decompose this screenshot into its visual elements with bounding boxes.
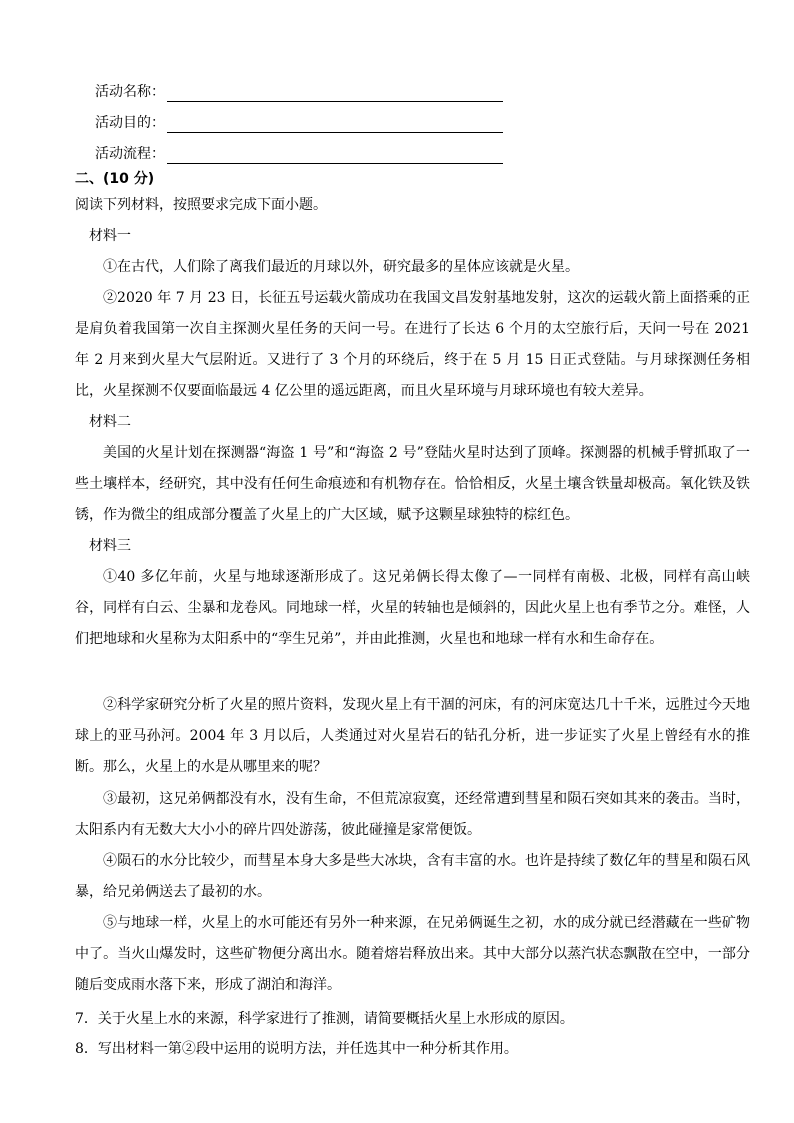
activity-name-line — [95, 82, 503, 102]
activity-purpose-label: 活动目的： — [95, 115, 165, 131]
activity-name-label: 活动名称： — [95, 84, 165, 100]
activity-purpose-blank[interactable] — [167, 117, 503, 133]
material3-paragraph-1: ①40 多亿年前，火星与地球逐渐形成了。这兄弟俩长得太像了—一同样有南极、北极，同样有高山峡谷，同样有白云、尘暴和龙卷风。同地球一样，火星的转轴也是倾斜的，因此火星上也有季节之分。难怪，人们把地球和火星称为太阳系中的“孪生兄弟”，并由此推测，火星也和地球一样有水和生命存在。 — [75, 569, 750, 647]
material1-label: 材料一 — [89, 228, 131, 244]
material3-label: 材料三 — [89, 538, 131, 554]
material2-label: 材料二 — [89, 414, 131, 430]
material3-paragraph-2: ②科学家研究分析了火星的照片资料，发现火星上有干涸的河床，有的河床宽达几十千米，远胜过今天地球上的亚马孙河。2004 年 3 月以后，人类通过对火星岩石的钻孔分析，进一步证实了火星上曾经有水的推断。那么，火星上的水是从哪里来的呢？ — [75, 697, 750, 775]
material1-paragraph-2: ②2020 年 7 月 23 日，长征五号运载火箭成功在我国文昌发射基地发射，这次的运载火箭上面搭乘的正是肩负着我国第一次自主探测火星任务的天问一号。在进行了长达 6 个月的太空旅行后，天问一号在 2021 年 2 月来到火星大气层附近。又进行了 3 个月的环绕后，终于在 5 月 15 日正式登陆。与月球探测任务相比，火星探测不仅要面临最远 4 亿公里的遥远距离，而且火星环境与月球环境也有较大差异。 — [75, 290, 750, 399]
material3-paragraph-4: ④陨石的水分比较少，而彗星本身大多是些大冰块，含有丰富的水。也许是持续了数亿年的彗星和陨石风暴，给兄弟俩送去了最初的水。 — [75, 853, 750, 900]
section-heading: 二、(10 分) — [75, 171, 155, 187]
section-instruction: 阅读下列材料，按照要求完成下面小题。 — [75, 197, 327, 213]
activity-name-blank[interactable] — [167, 86, 503, 102]
activity-process-line — [95, 144, 503, 164]
question-8: 8．写出材料一第②段中运用的说明方法，并任选其中一种分析其作用。 — [75, 1041, 518, 1057]
material3-paragraph-3: ③最初，这兄弟俩都没有水，没有生命，不但荒凉寂寞，还经常遭到彗星和陨石突如其来的袭击。当时，太阳系内有无数大大小小的碎片四处游荡，彼此碰撞是家常便饭。 — [75, 791, 750, 838]
activity-purpose-line — [95, 113, 503, 133]
activity-process-blank[interactable] — [167, 148, 503, 164]
material2-paragraph-1: 美国的火星计划在探测器“海盗 1 号”和“海盗 2 号”登陆火星时达到了顶峰。探测器的机械手臂抓取了一些土壤样本，经研究，其中没有任何生命痕迹和有机物存在。恰恰相反，火星土壤含铁量却极高。氧化铁及铁锈，作为微尘的组成部分覆盖了火星上的广大区域，赋予这颗星球独特的棕红色。 — [75, 445, 750, 523]
material3-paragraph-5: ⑤与地球一样，火星上的水可能还有另外一种来源，在兄弟俩诞生之初，水的成分就已经潜藏在一些矿物中了。当火山爆发时，这些矿物便分离出水。随着熔岩释放出来。其中大部分以蒸汽状态飘散在空中，一部分随后变成雨水落下来，形成了湖泊和海洋。 — [75, 915, 750, 993]
activity-process-label: 活动流程： — [95, 146, 165, 162]
question-7: 7．关于火星上水的来源，科学家进行了推测，请简要概括火星上水形成的原因。 — [75, 1011, 574, 1027]
material1-paragraph-1: ①在古代，人们除了离我们最近的月球以外，研究最多的星体应该就是火星。 — [103, 259, 579, 275]
